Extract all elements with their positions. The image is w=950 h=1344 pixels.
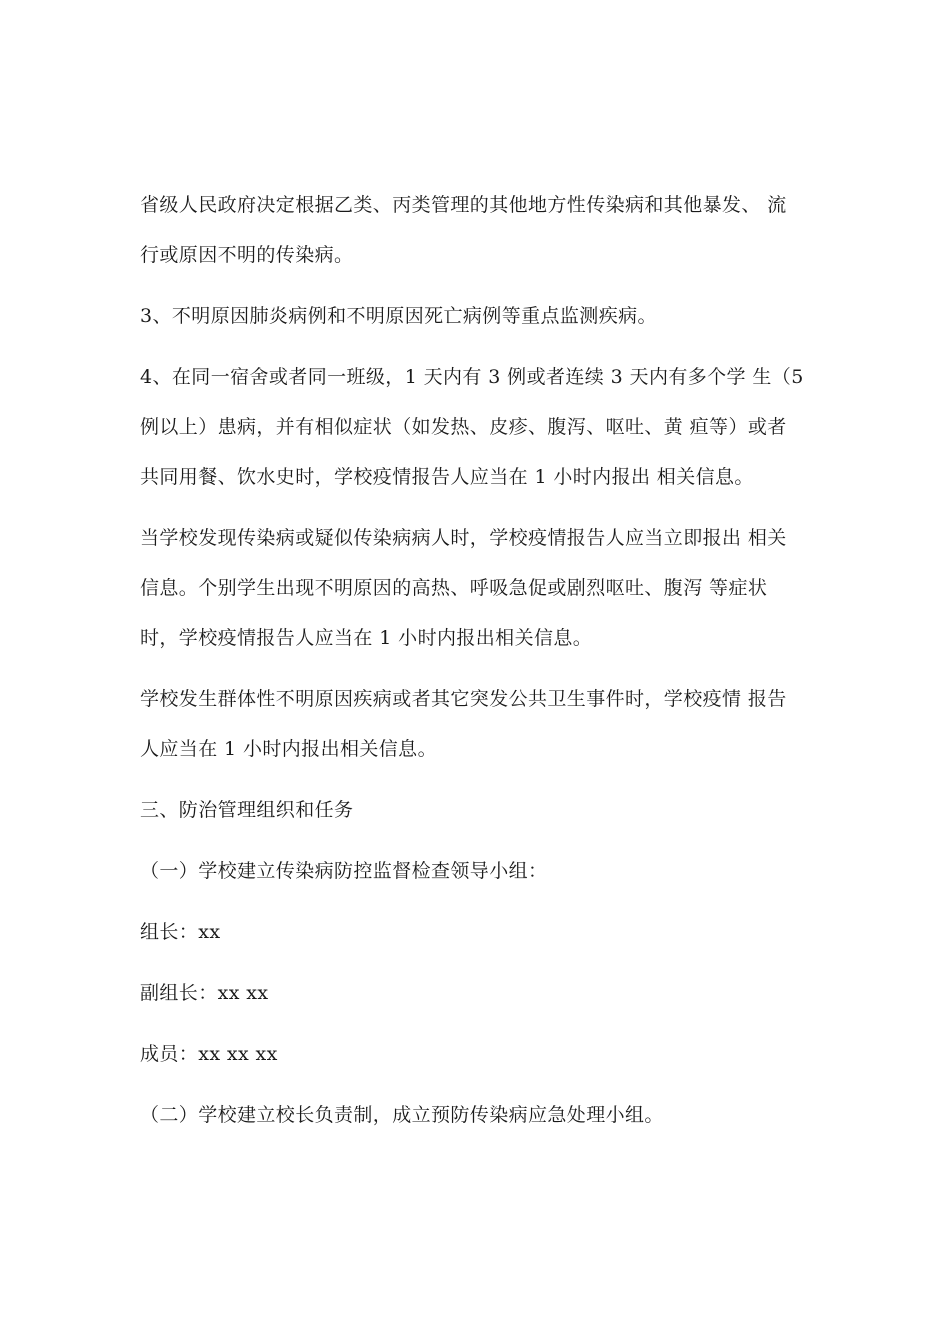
text-line: 成员：xx xx xx bbox=[140, 1043, 278, 1065]
document-body bbox=[140, 180, 828, 1151]
paragraph-provincial-diseases bbox=[140, 180, 828, 280]
text-line: 省级人民政府决定根据乙类、丙类管理的其他地方性传染病和其他暴发、 流 bbox=[140, 194, 787, 216]
text-line: 人应当在 1 小时内报出相关信息。 bbox=[140, 738, 437, 760]
text-line: 时，学校疫情报告人应当在 1 小时内报出相关信息。 bbox=[140, 627, 593, 649]
leader-line bbox=[140, 907, 828, 957]
text-line: 信息。个别学生出现不明原因的高热、呼吸急促或剧烈呕吐、腹泻 等症状 bbox=[140, 577, 768, 599]
text-line: 共同用餐、饮水史时，学校疫情报告人应当在 1 小时内报出 相关信息。 bbox=[140, 466, 754, 488]
text-line: 组长：xx bbox=[140, 921, 221, 943]
text-line: 例以上）患病，并有相似症状（如发热、皮疹、腹泻、呕吐、黄 疸等）或者 bbox=[140, 416, 787, 438]
paragraph-suspected-case-report bbox=[140, 513, 828, 663]
deputy-leader-line bbox=[140, 968, 828, 1018]
paragraph-item-3 bbox=[140, 291, 828, 341]
text-line: 3、不明原因肺炎病例和不明原因死亡病例等重点监测疾病。 bbox=[140, 305, 657, 327]
text-line: 三、防治管理组织和任务 bbox=[140, 799, 354, 821]
text-line: 4、在同一宿舍或者同一班级，1 天内有 3 例或者连续 3 天内有多个学 生（5 bbox=[140, 366, 804, 388]
subsection-heading-leadership-group bbox=[140, 846, 828, 896]
subsection-heading-emergency-group bbox=[140, 1090, 828, 1140]
text-line: 行或原因不明的传染病。 bbox=[140, 244, 354, 266]
section-heading-organization bbox=[140, 785, 828, 835]
members-line bbox=[140, 1029, 828, 1079]
paragraph-item-4 bbox=[140, 352, 828, 502]
text-line: （一）学校建立传染病防控监督检查领导小组： bbox=[140, 860, 548, 882]
text-line: 学校发生群体性不明原因疾病或者其它突发公共卫生事件时，学校疫情 报告 bbox=[140, 688, 787, 710]
paragraph-public-health-event bbox=[140, 674, 828, 774]
text-line: 副组长：xx xx bbox=[140, 982, 269, 1004]
text-line: （二）学校建立校长负责制，成立预防传染病应急处理小组。 bbox=[140, 1104, 664, 1126]
text-line: 当学校发现传染病或疑似传染病病人时，学校疫情报告人应当立即报出 相关 bbox=[140, 527, 787, 549]
